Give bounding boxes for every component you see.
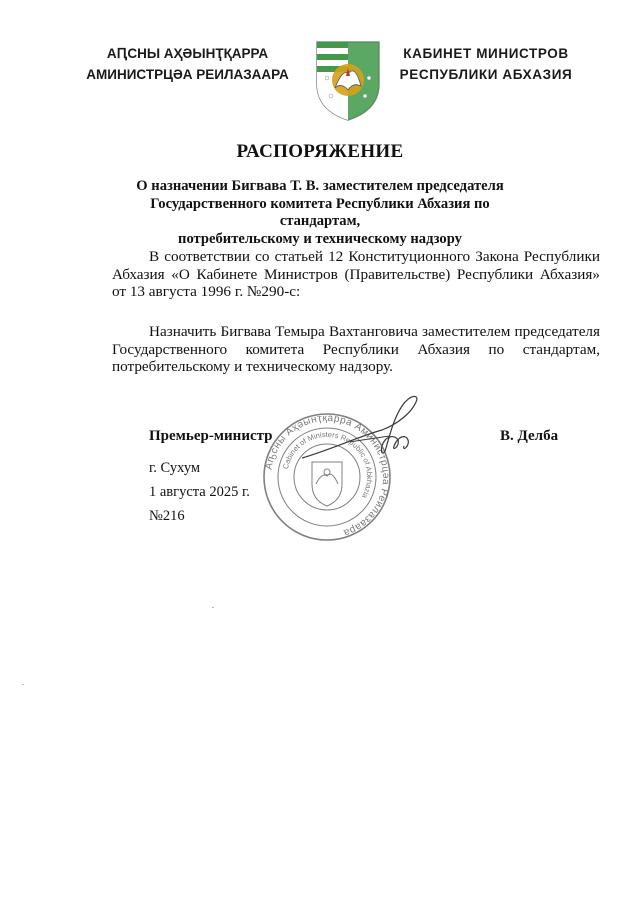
- header-left-line2: АМИНИСТРЦӘА РЕИЛАЗААРА: [86, 67, 289, 82]
- header-right: [372, 43, 600, 85]
- header-left: [75, 43, 300, 85]
- signer-title: Премьер-министр: [149, 428, 273, 444]
- scan-speck: [212, 607, 214, 608]
- header-left-line1: АԤСНЫ АҲӘЫНҬҚАРРА: [106, 46, 269, 61]
- subject-line-2: Государственного комитета Республики Абхазия по стандартам,: [150, 195, 490, 229]
- header-right-line2: РЕСПУБЛИКИ АБХАЗИЯ: [399, 67, 573, 82]
- subject-line-3: потребительскому и техническому надзору: [178, 230, 462, 247]
- paragraph-legal-basis: В соответствии со статьей 12 Конституционного Закона Республики Абхазия «О Кабинете Министров (Правительстве) Республики Абхазия» от 13 августа 1996 г. №290-с:: [112, 248, 600, 301]
- signature-icon: [290, 390, 440, 470]
- document-title: РАСПОРЯЖЕНИЕ: [236, 141, 404, 162]
- document-number: №216: [149, 508, 185, 524]
- signer-name: В. Делба: [500, 428, 559, 444]
- document-date: 1 августа 2025 г.: [149, 484, 250, 500]
- scan-speck: [22, 684, 24, 685]
- paragraph-appointment: Назначить Бигвава Темыра Вахтанговича заместителем председателя Государственного комитета Республики Абхазия по стандартам, потребительскому и техническому надзору.: [112, 323, 600, 376]
- seal-outer-text: Аҧсны Аҳәынҭқарра Аминистрцәа Реилазаара: [263, 412, 392, 539]
- subject-line-1: О назначении Бигвава Т. В. заместителем председателя: [136, 178, 504, 194]
- document-city: г. Сухум: [149, 460, 201, 476]
- document-subject: [110, 178, 530, 248]
- header-right-line1: КАБИНЕТ МИНИСТРОВ: [403, 46, 569, 61]
- seal-inner-text: Cabinet of Ministers Republic of Abkhazia: [280, 429, 375, 500]
